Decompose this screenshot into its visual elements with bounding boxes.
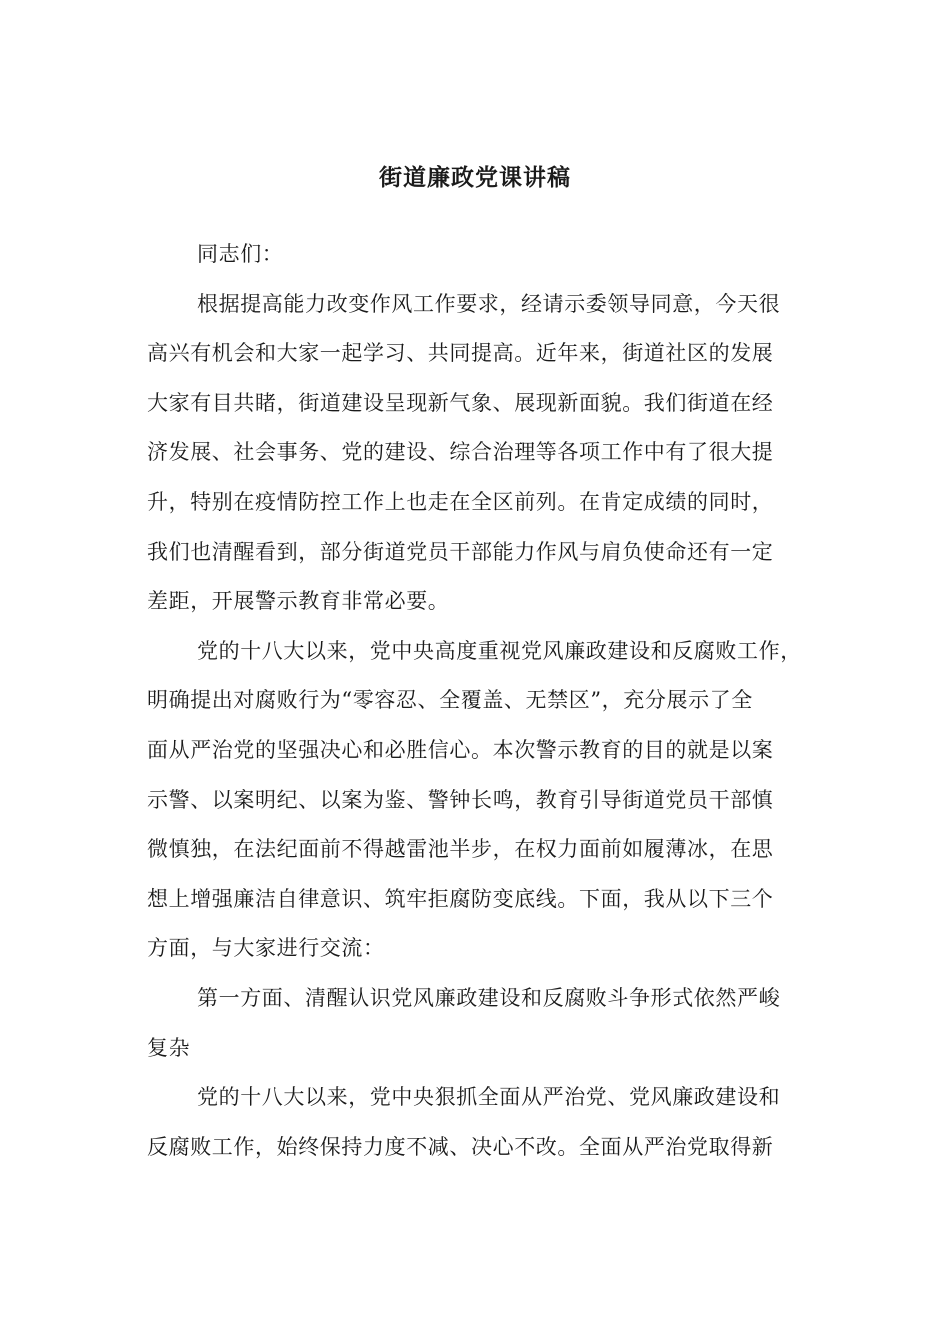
paragraph-3-line-2: 反腐败工作，始终保持力度不减、决心不改。全面从严治党取得新 <box>147 1134 774 1159</box>
paragraph-2-line-5: 微慎独，在法纪面前不得越雷池半步，在权力面前如履薄冰，在思 <box>147 837 774 862</box>
paragraph-1-line-7: 差距，开展警示教育非常必要。 <box>147 589 450 614</box>
salutation-line: 同志们： <box>197 242 284 266</box>
section-1-heading-line-2: 复杂 <box>147 1035 191 1060</box>
paragraph-2-line-7: 方面，与大家进行交流： <box>147 936 385 961</box>
paragraph-2-line-2: 明确提出对腐败行为“零容忍、全覆盖、无禁区”，充分展示了全 <box>147 688 753 713</box>
paragraph-2-line-3: 面从严治党的坚强决心和必胜信心。本次警示教育的目的就是以案 <box>147 737 774 762</box>
paragraph-1-line-1: 根据提高能力改变作风工作要求，经请示委领导同意，今天很 <box>197 291 781 316</box>
document-body <box>147 230 807 1172</box>
paragraph-2-line-6: 想上增强廉洁自律意识、筑牢拒腐防变底线。下面，我从以下三个 <box>147 886 774 911</box>
paragraph-2-line-1: 党的十八大以来，党中央高度重视党风廉政建设和反腐败工作， <box>197 638 802 663</box>
paragraph-1-line-2: 高兴有机会和大家一起学习、共同提高。近年来，街道社区的发展 <box>147 341 774 366</box>
paragraph-2-line-4: 示警、以案明纪、以案为鉴、警钟长鸣，教育引导街道党员干部慎 <box>147 787 774 812</box>
section-1-heading-line-1: 第一方面、清醒认识党风廉政建设和反腐败斗争形式依然严峻 <box>197 985 781 1010</box>
paragraph-3-line-1: 党的十八大以来，党中央狠抓全面从严治党、党风廉政建设和 <box>197 1085 781 1110</box>
paragraph-1-line-6: 我们也清醒看到，部分街道党员干部能力作风与肩负使命还有一定 <box>147 539 774 564</box>
paragraph-1-line-5: 升，特别在疫情防控工作上也走在全区前列。在肯定成绩的同时， <box>147 489 774 514</box>
paragraph-1-line-4: 济发展、社会事务、党的建设、综合治理等各项工作中有了很大提 <box>147 440 774 465</box>
document-title: 街道廉政党课讲稿 <box>379 164 571 191</box>
paragraph-1-line-3: 大家有目共睹，街道建设呈现新气象、展现新面貌。我们街道在经 <box>147 390 774 415</box>
